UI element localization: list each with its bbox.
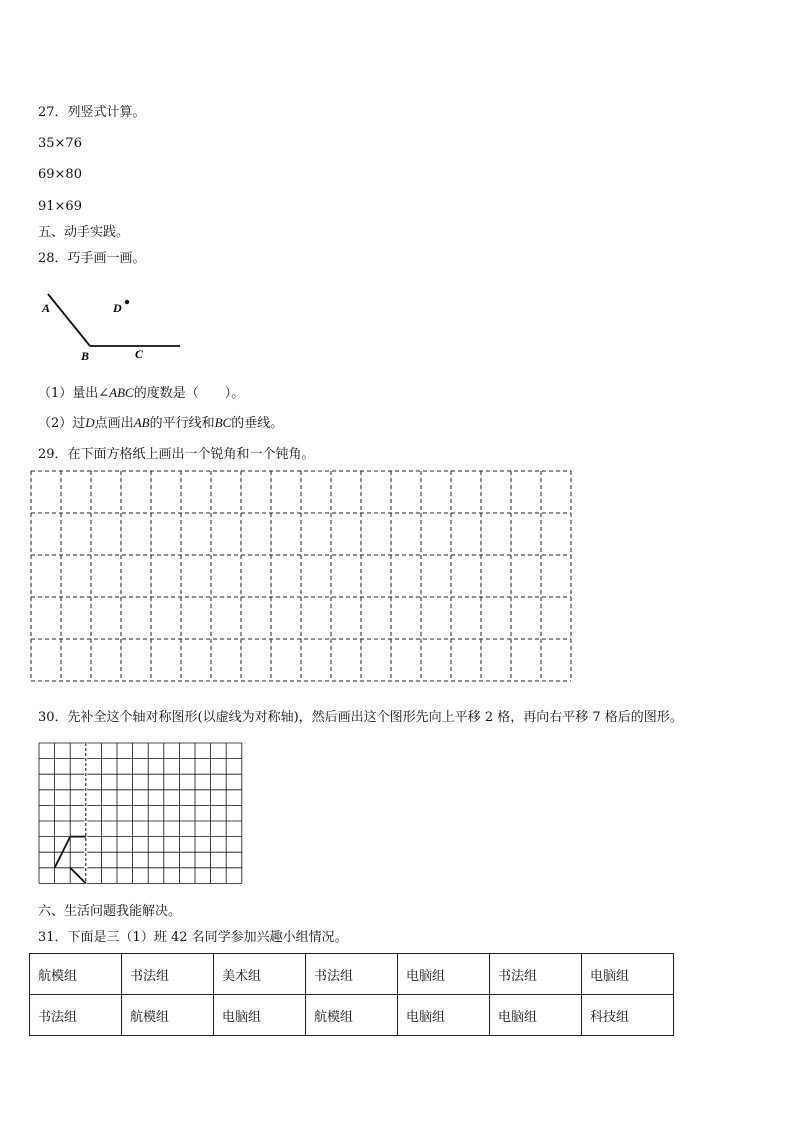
table-cell: 书法组 (490, 954, 582, 995)
table-cell: 航模组 (122, 995, 214, 1036)
q28-sub2-bc: BC (214, 415, 232, 430)
q28-sub1-angle: ∠ABC (98, 385, 134, 400)
table-cell: 美术组 (214, 954, 306, 995)
table-cell: 电脑组 (398, 954, 490, 995)
q31-title: 31．下面是三（1）班 42 名同学参加兴趣小组情况。 (38, 930, 348, 945)
label-c: C (135, 347, 144, 361)
q30-title: 30．先补全这个轴对称图形(以虚线为对称轴)，然后画出这个图形先向上平移 2 格，再向右平移 7 格后的图形。 (38, 710, 683, 725)
q27-item-1: 35×76 (38, 136, 82, 151)
q28-sub2-ab: AB (133, 415, 150, 430)
label-b: B (81, 349, 90, 363)
table-cell: 航模组 (306, 995, 398, 1036)
q28-sub2-post: 的垂线。 (231, 416, 284, 431)
table-cell: 书法组 (306, 954, 398, 995)
figure-edge (70, 868, 86, 884)
label-d: D (113, 301, 122, 315)
interest-group-table (29, 953, 674, 1036)
table-row (30, 954, 674, 995)
table-cell: 书法组 (30, 995, 122, 1036)
q28-sub2-mid1: 点画出 (94, 416, 134, 431)
q27-title: 27．列竖式计算。 (38, 105, 146, 120)
symmetry-grid (38, 742, 244, 892)
q28-sub2 (38, 414, 283, 433)
table-cell: 电脑组 (398, 995, 490, 1036)
q27-item-3: 91×69 (38, 199, 82, 214)
table-cell: 电脑组 (582, 954, 674, 995)
table-cell: 科技组 (582, 995, 674, 1036)
q28-sub2-pre: （2）过 (38, 416, 86, 431)
table-row (30, 995, 674, 1036)
table-cell: 书法组 (122, 954, 214, 995)
q28-sub1 (38, 384, 244, 403)
table-cell: 电脑组 (214, 995, 306, 1036)
table-cell: 电脑组 (490, 995, 582, 1036)
q27-item-2: 69×80 (38, 167, 82, 182)
table-cell: 航模组 (30, 954, 122, 995)
q29-title: 29．在下面方格纸上画出一个锐角和一个钝角。 (38, 447, 315, 462)
q28-sub2-point-d: D (85, 415, 95, 430)
segment-ab (48, 294, 90, 346)
q28-title: 28．巧手画一画。 (38, 251, 146, 266)
section-5-heading: 五、动手实践。 (38, 225, 130, 240)
q28-sub2-mid2: 的平行线和 (149, 416, 215, 431)
q28-sub1-pre: （1）量出 (38, 386, 99, 401)
point-d (125, 300, 129, 304)
dashed-grid-paper (30, 470, 575, 684)
section-6-heading: 六、生活问题我能解决。 (38, 904, 182, 919)
angle-abc-figure (34, 288, 194, 368)
q28-sub1-post: 的度数是（ ）。 (133, 386, 245, 401)
label-a: A (42, 301, 51, 315)
